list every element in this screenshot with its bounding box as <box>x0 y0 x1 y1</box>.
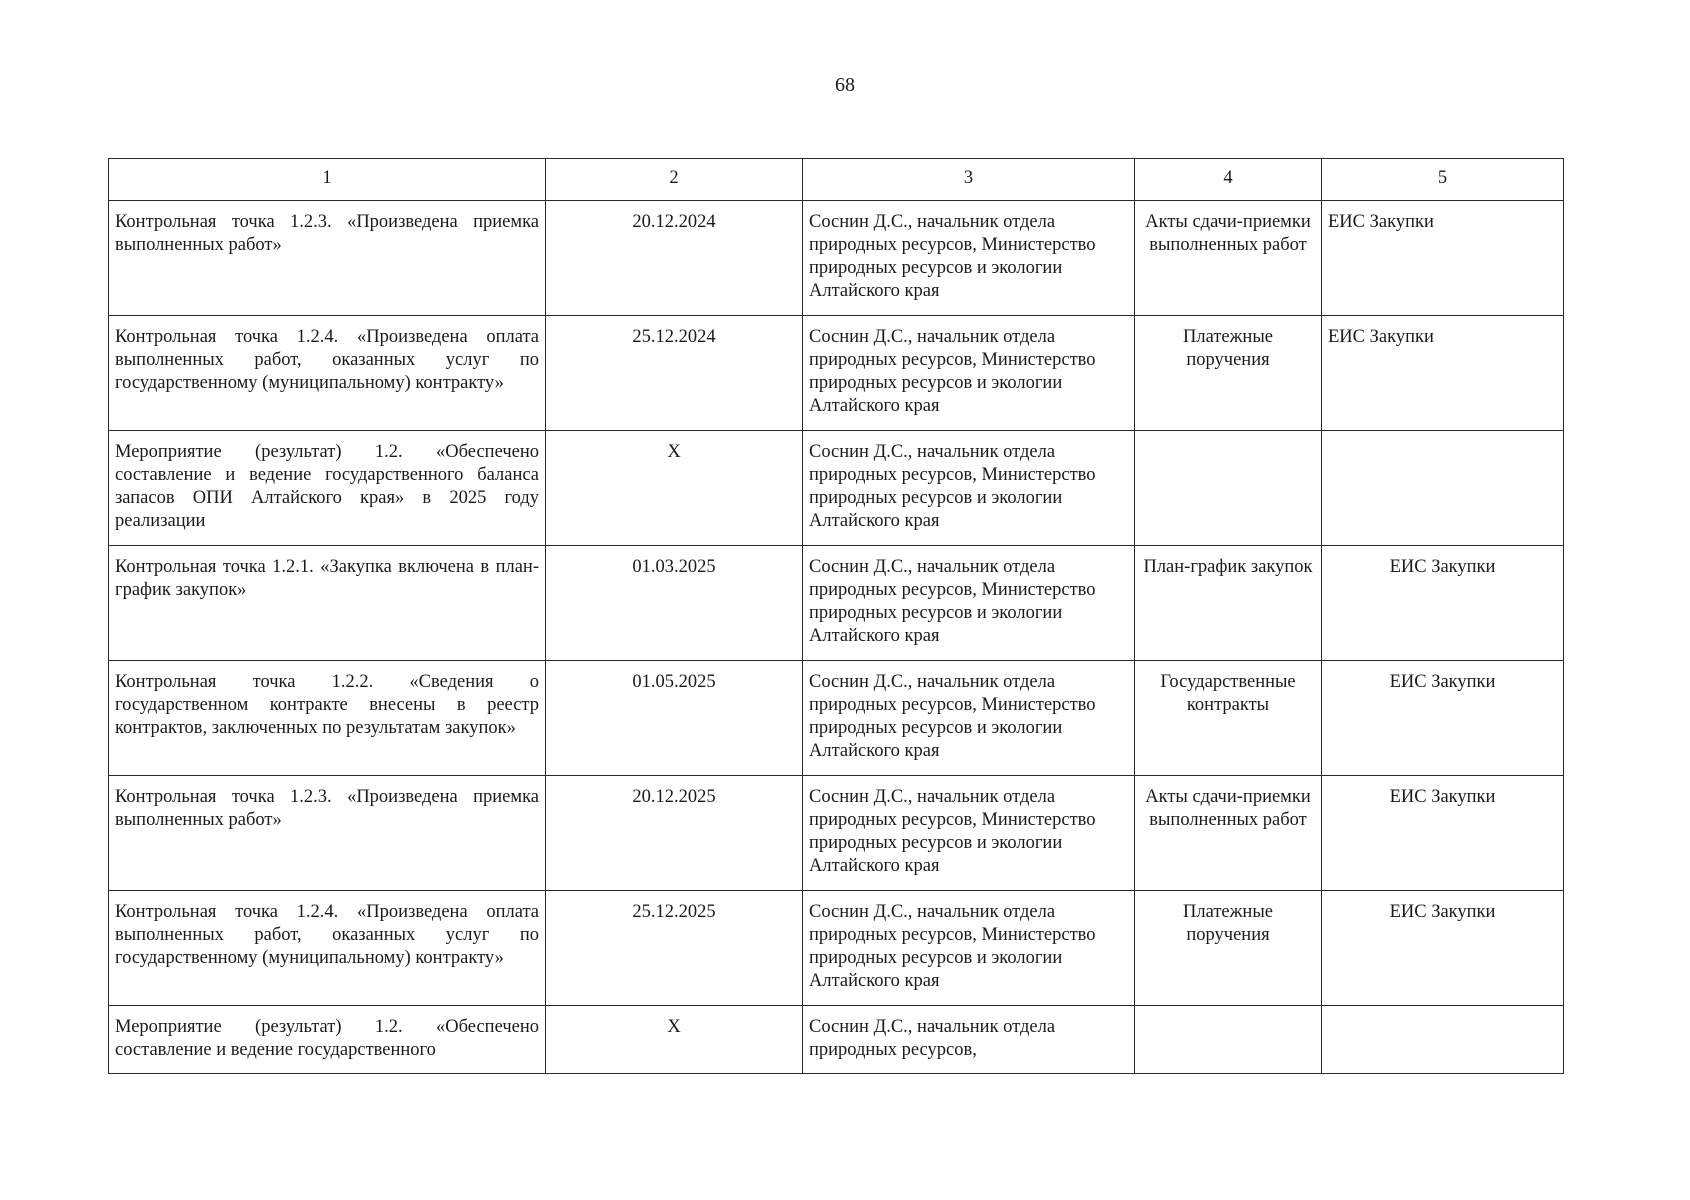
page-number: 68 <box>835 74 855 96</box>
table-header-row <box>109 159 1564 201</box>
row-name-cell: Мероприятие (результат) 1.2. «Обеспечено составление и ведение государственного баланса запасов ОПИ Алтайского края» в 2025 году реализации <box>109 431 546 546</box>
row-system-cell <box>1322 1006 1564 1074</box>
row-responsible-cell: Соснин Д.С., начальник отдела природных ресурсов, Министерство природных ресурсов и экологии Алтайского края <box>803 776 1135 891</box>
row-responsible-cell: Соснин Д.С., начальник отдела природных ресурсов, Министерство природных ресурсов и экологии Алтайского края <box>803 546 1135 661</box>
table-row <box>109 316 1564 431</box>
row-date-cell: 01.03.2025 <box>546 546 803 661</box>
row-date-cell: 01.05.2025 <box>546 661 803 776</box>
table-row <box>109 661 1564 776</box>
row-document-cell <box>1135 431 1322 546</box>
row-system-cell: ЕИС Закупки <box>1322 776 1564 891</box>
header-col-3: 3 <box>803 159 1135 201</box>
row-responsible-cell: Соснин Д.С., начальник отдела природных ресурсов, Министерство природных ресурсов и экологии Алтайского края <box>803 891 1135 1006</box>
table-row <box>109 1006 1564 1074</box>
row-date-cell: 20.12.2025 <box>546 776 803 891</box>
table-row <box>109 201 1564 316</box>
row-system-cell: ЕИС Закупки <box>1322 891 1564 1006</box>
header-col-2: 2 <box>546 159 803 201</box>
row-date-cell: 25.12.2025 <box>546 891 803 1006</box>
row-name-cell: Контрольная точка 1.2.2. «Сведения о государственном контракте внесены в реестр контрактов, заключенных по результатам закупок» <box>109 661 546 776</box>
row-system-cell: ЕИС Закупки <box>1322 661 1564 776</box>
row-responsible-cell: Соснин Д.С., начальник отдела природных ресурсов, <box>803 1006 1135 1074</box>
table-row <box>109 776 1564 891</box>
row-system-cell: ЕИС Закупки <box>1322 546 1564 661</box>
row-name-cell: Контрольная точка 1.2.4. «Произведена оплата выполненных работ, оказанных услуг по государственному (муниципальному) контракту» <box>109 891 546 1006</box>
table-row <box>109 546 1564 661</box>
row-document-cell: Акты сдачи-приемки выполненных работ <box>1135 201 1322 316</box>
row-document-cell: План-график закупок <box>1135 546 1322 661</box>
row-responsible-cell: Соснин Д.С., начальник отдела природных ресурсов, Министерство природных ресурсов и экологии Алтайского края <box>803 661 1135 776</box>
header-col-4: 4 <box>1135 159 1322 201</box>
row-document-cell <box>1135 1006 1322 1074</box>
header-col-5: 5 <box>1322 159 1564 201</box>
row-document-cell: Государственные контракты <box>1135 661 1322 776</box>
row-name-cell: Контрольная точка 1.2.4. «Произведена оплата выполненных работ, оказанных услуг по государственному (муниципальному) контракту» <box>109 316 546 431</box>
row-date-cell: 25.12.2024 <box>546 316 803 431</box>
row-name-cell: Контрольная точка 1.2.1. «Закупка включена в план-график закупок» <box>109 546 546 661</box>
row-document-cell: Платежные поручения <box>1135 316 1322 431</box>
table-row <box>109 891 1564 1006</box>
row-name-cell: Контрольная точка 1.2.3. «Произведена приемка выполненных работ» <box>109 776 546 891</box>
row-name-cell: Мероприятие (результат) 1.2. «Обеспечено составление и ведение государственного <box>109 1006 546 1074</box>
row-responsible-cell: Соснин Д.С., начальник отдела природных ресурсов, Министерство природных ресурсов и экологии Алтайского края <box>803 201 1135 316</box>
implementation-plan-table <box>108 158 1564 1074</box>
row-document-cell: Акты сдачи-приемки выполненных работ <box>1135 776 1322 891</box>
row-system-cell <box>1322 431 1564 546</box>
row-responsible-cell: Соснин Д.С., начальник отдела природных ресурсов, Министерство природных ресурсов и экологии Алтайского края <box>803 431 1135 546</box>
row-name-cell: Контрольная точка 1.2.3. «Произведена приемка выполненных работ» <box>109 201 546 316</box>
row-system-cell: ЕИС Закупки <box>1322 201 1564 316</box>
row-date-cell: 20.12.2024 <box>546 201 803 316</box>
row-date-cell: Х <box>546 1006 803 1074</box>
row-responsible-cell: Соснин Д.С., начальник отдела природных ресурсов, Министерство природных ресурсов и экологии Алтайского края <box>803 316 1135 431</box>
header-col-1: 1 <box>109 159 546 201</box>
row-date-cell: Х <box>546 431 803 546</box>
row-system-cell: ЕИС Закупки <box>1322 316 1564 431</box>
table-row <box>109 431 1564 546</box>
row-document-cell: Платежные поручения <box>1135 891 1322 1006</box>
